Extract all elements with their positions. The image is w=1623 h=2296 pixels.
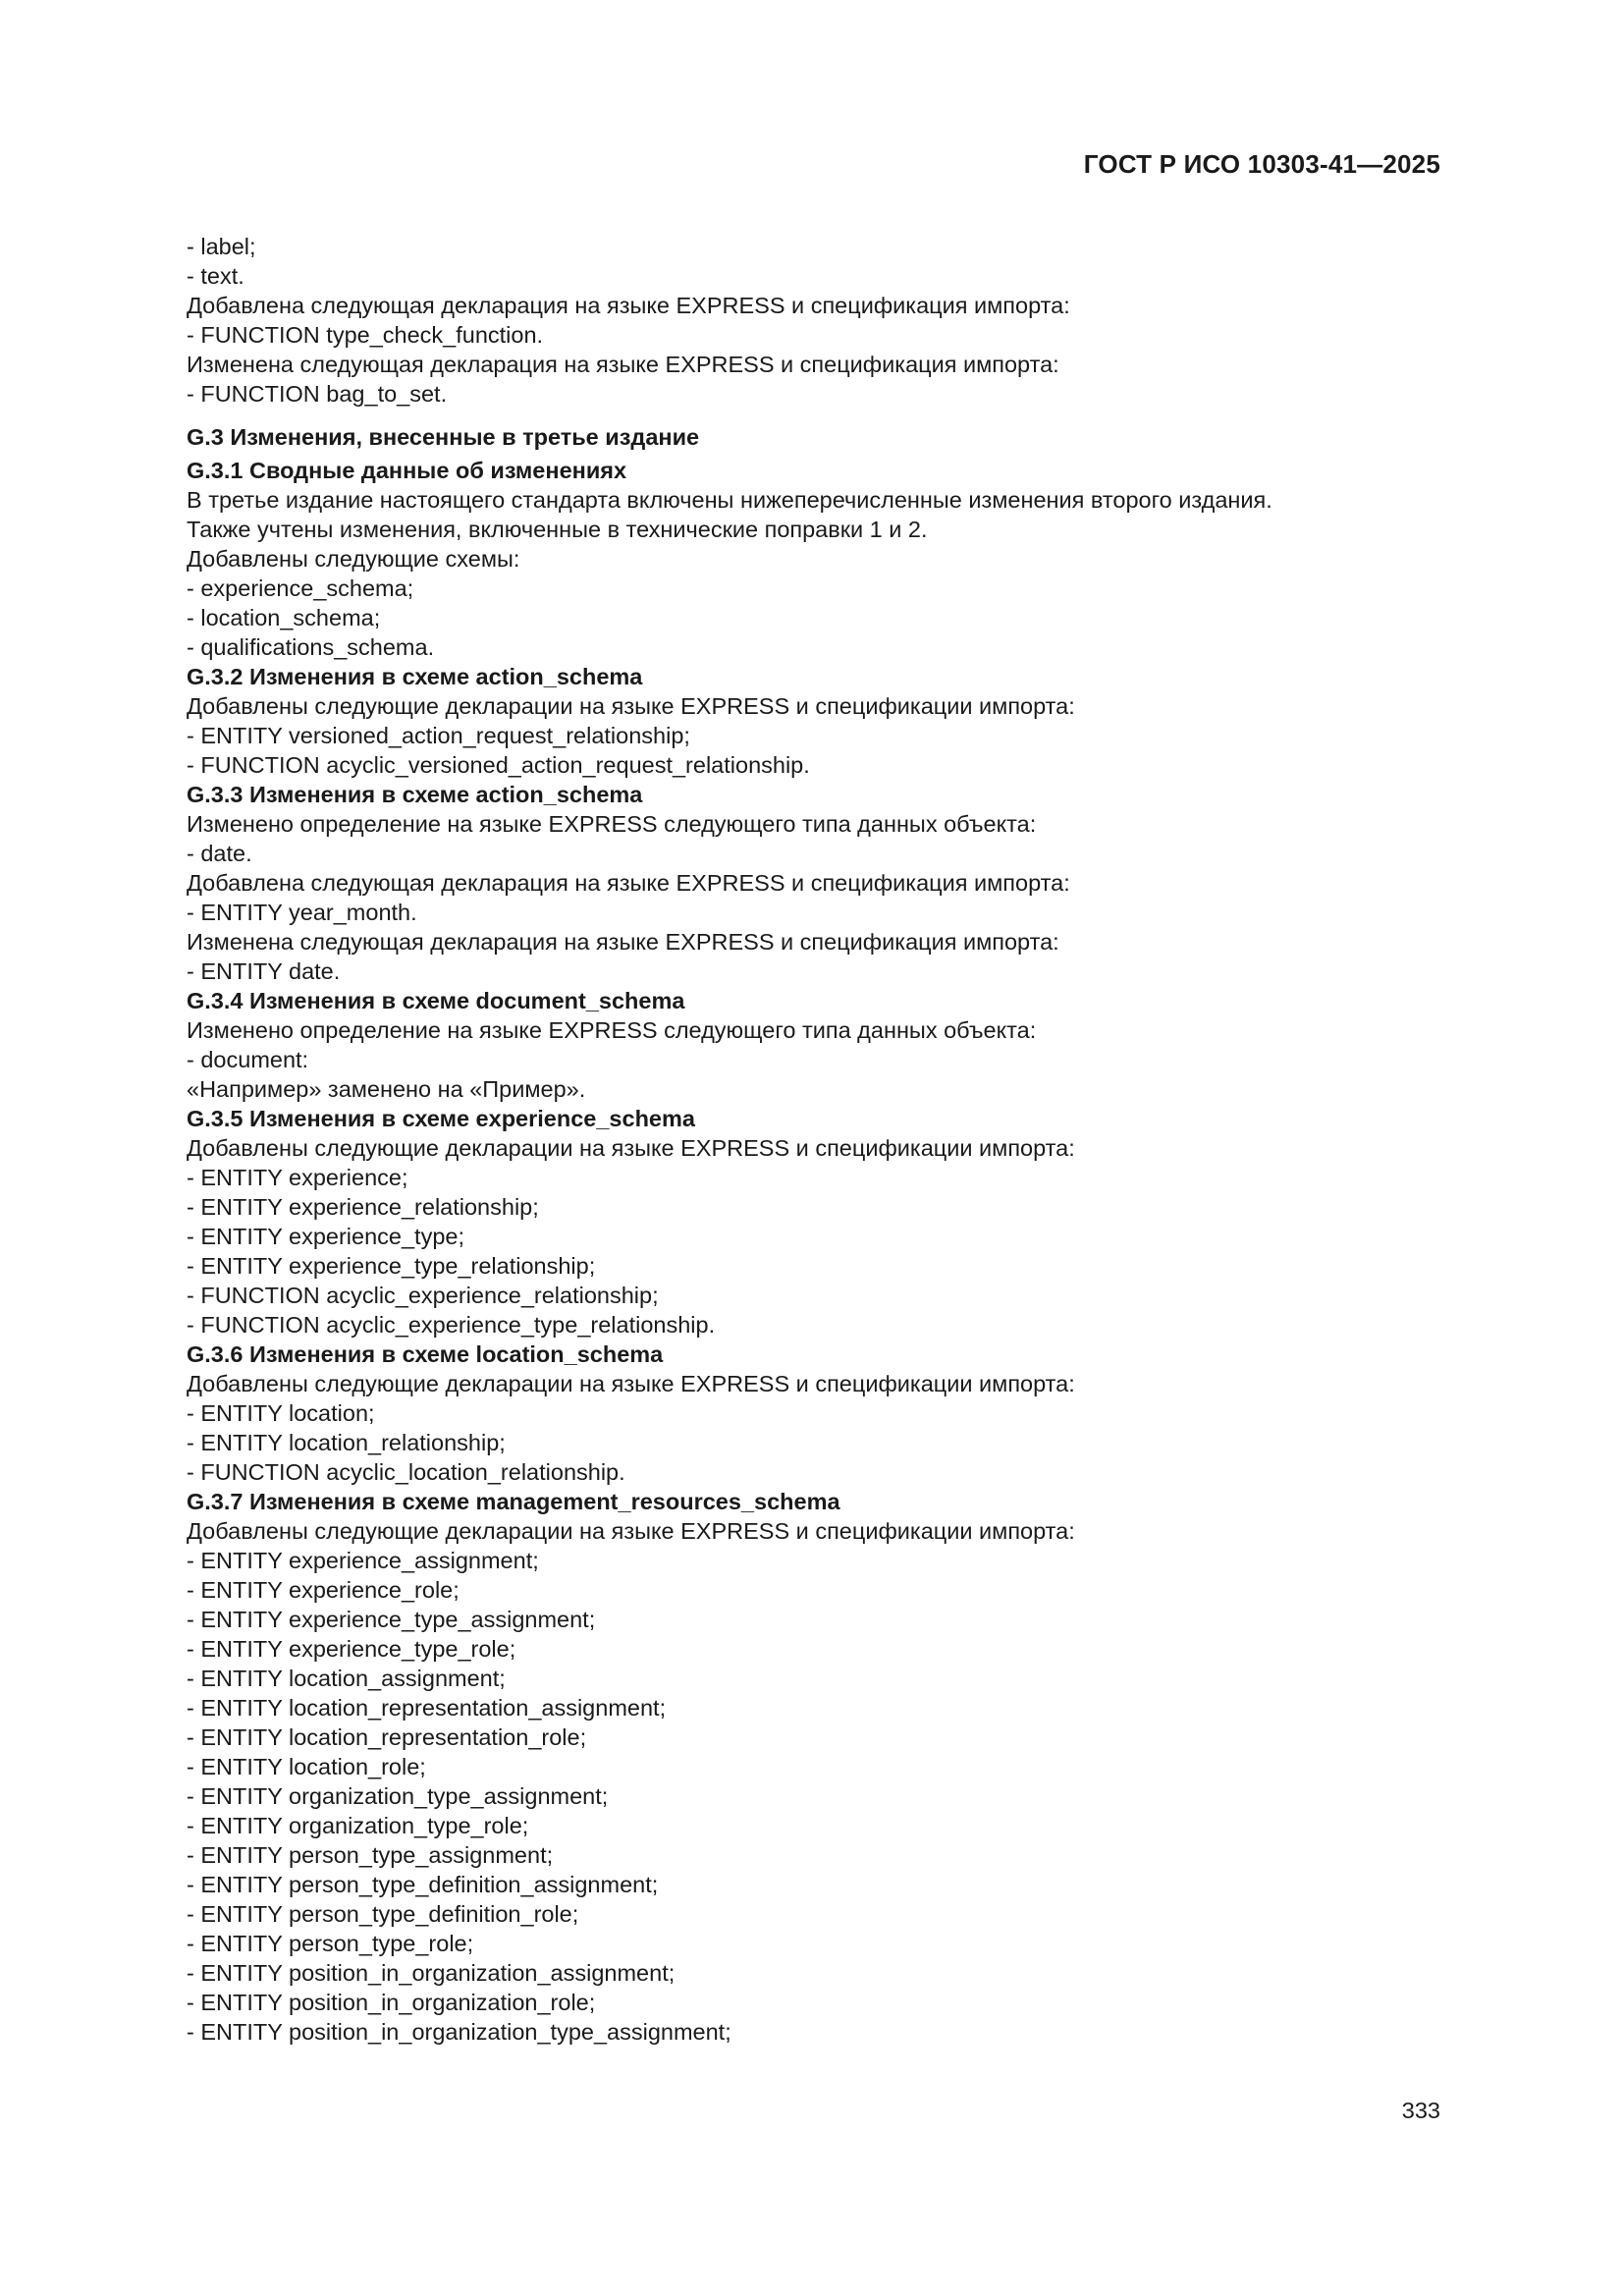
text-line: - ENTITY experience_assignment; [187,1548,539,1573]
section-heading: G.3.7 Изменения в схеме management_resources_schema [187,1489,840,1514]
text-line: - ENTITY location_assignment; [187,1666,506,1691]
text-line: - label; [187,234,256,259]
text-line: Добавлены следующие декларации на языке EXPRESS и спецификации импорта: [187,693,1075,719]
section-heading: G.3.1 Сводные данные об изменениях [187,458,627,483]
text-line: - ENTITY experience_type; [187,1224,464,1249]
section-heading: G.3.4 Изменения в схеме document_schema [187,988,685,1013]
text-line: - ENTITY experience_type_role; [187,1636,516,1662]
text-line: - FUNCTION acyclic_experience_relationship; [187,1283,659,1308]
text-line: - ENTITY experience_type_relationship; [187,1253,596,1279]
text-line: Добавлены следующие декларации на языке EXPRESS и спецификации импорта: [187,1518,1075,1544]
text-line: - ENTITY position_in_organization_assignment; [187,1960,676,1986]
text-line: - FUNCTION acyclic_location_relationship. [187,1459,625,1485]
text-line: Также учтены изменения, включенные в технические поправки 1 и 2. [187,517,928,542]
text-line: - FUNCTION acyclic_experience_type_relationship. [187,1312,716,1338]
text-line: Изменено определение на языке EXPRESS следующего типа данных объекта: [187,1017,1037,1043]
text-line: - ENTITY location; [187,1400,375,1426]
text-line: - ENTITY location_representation_assignment; [187,1695,667,1721]
document-body [187,232,1453,2047]
text-line: Добавлены следующие декларации на языке EXPRESS и спецификации импорта: [187,1371,1075,1396]
text-line: Изменена следующая декларация на языке EXPRESS и спецификация импорта: [187,929,1059,955]
text-line: - ENTITY location_role; [187,1754,426,1779]
page-number: 333 [1401,2098,1440,2123]
text-line: - document: [187,1047,309,1072]
text-line: - ENTITY location_relationship; [187,1430,506,1455]
text-line: Добавлены следующие схемы: [187,546,520,572]
text-line: - ENTITY year_month. [187,900,417,925]
section-heading: G.3.2 Изменения в схеме action_schema [187,664,643,689]
text-line: Изменена следующая декларация на языке EXPRESS и спецификация импорта: [187,352,1059,377]
text-line: - ENTITY organization_type_assignment; [187,1783,609,1809]
text-line: - qualifications_schema. [187,634,435,660]
text-line: - ENTITY person_type_role; [187,1931,474,1956]
text-line: - FUNCTION acyclic_versioned_action_request_relationship. [187,752,810,778]
text-line: Изменено определение на языке EXPRESS следующего типа данных объекта: [187,811,1037,837]
text-line: - date. [187,841,252,866]
text-line: - experience_schema; [187,575,414,601]
text-line: В третье издание настоящего стандарта включены нижеперечисленные изменения второго издания. [187,487,1272,513]
text-line: - ENTITY person_type_definition_role; [187,1901,579,1927]
text-line: - ENTITY person_type_definition_assignment; [187,1872,659,1897]
text-line: - ENTITY position_in_organization_type_assignment; [187,2019,731,2045]
section-heading: G.3.3 Изменения в схеме action_schema [187,782,643,807]
text-line: - ENTITY location_representation_role; [187,1724,587,1750]
text-line: - ENTITY experience; [187,1165,408,1190]
text-line: - ENTITY person_type_assignment; [187,1842,554,1868]
text-line: Добавлены следующие декларации на языке EXPRESS и спецификации импорта: [187,1135,1075,1161]
text-line: - ENTITY experience_role; [187,1577,460,1603]
section-heading: G.3.6 Изменения в схеме location_schema [187,1341,664,1367]
text-line: «Например» заменено на «Пример». [187,1076,586,1102]
text-line: - ENTITY organization_type_role; [187,1813,529,1838]
text-line: - ENTITY experience_type_assignment; [187,1607,596,1632]
text-line: - text. [187,263,244,289]
text-line: - ENTITY experience_relationship; [187,1194,539,1220]
section-heading: G.3.5 Изменения в схеме experience_schema [187,1106,695,1131]
text-line: - FUNCTION bag_to_set. [187,381,448,407]
text-line: - ENTITY position_in_organization_role; [187,1990,596,2015]
text-line: - ENTITY versioned_action_request_relationship; [187,723,690,748]
text-line: - location_schema; [187,605,381,630]
section-heading: G.3 Изменения, внесенные в третье издание [187,424,700,450]
text-line: - FUNCTION type_check_function. [187,322,544,348]
text-line: - ENTITY date. [187,958,341,984]
text-line: Добавлена следующая декларация на языке EXPRESS и спецификация импорта: [187,870,1070,896]
text-line: Добавлена следующая декларация на языке EXPRESS и спецификация импорта: [187,293,1070,318]
document-header: ГОСТ Р ИСО 10303-41—2025 [1083,149,1440,179]
